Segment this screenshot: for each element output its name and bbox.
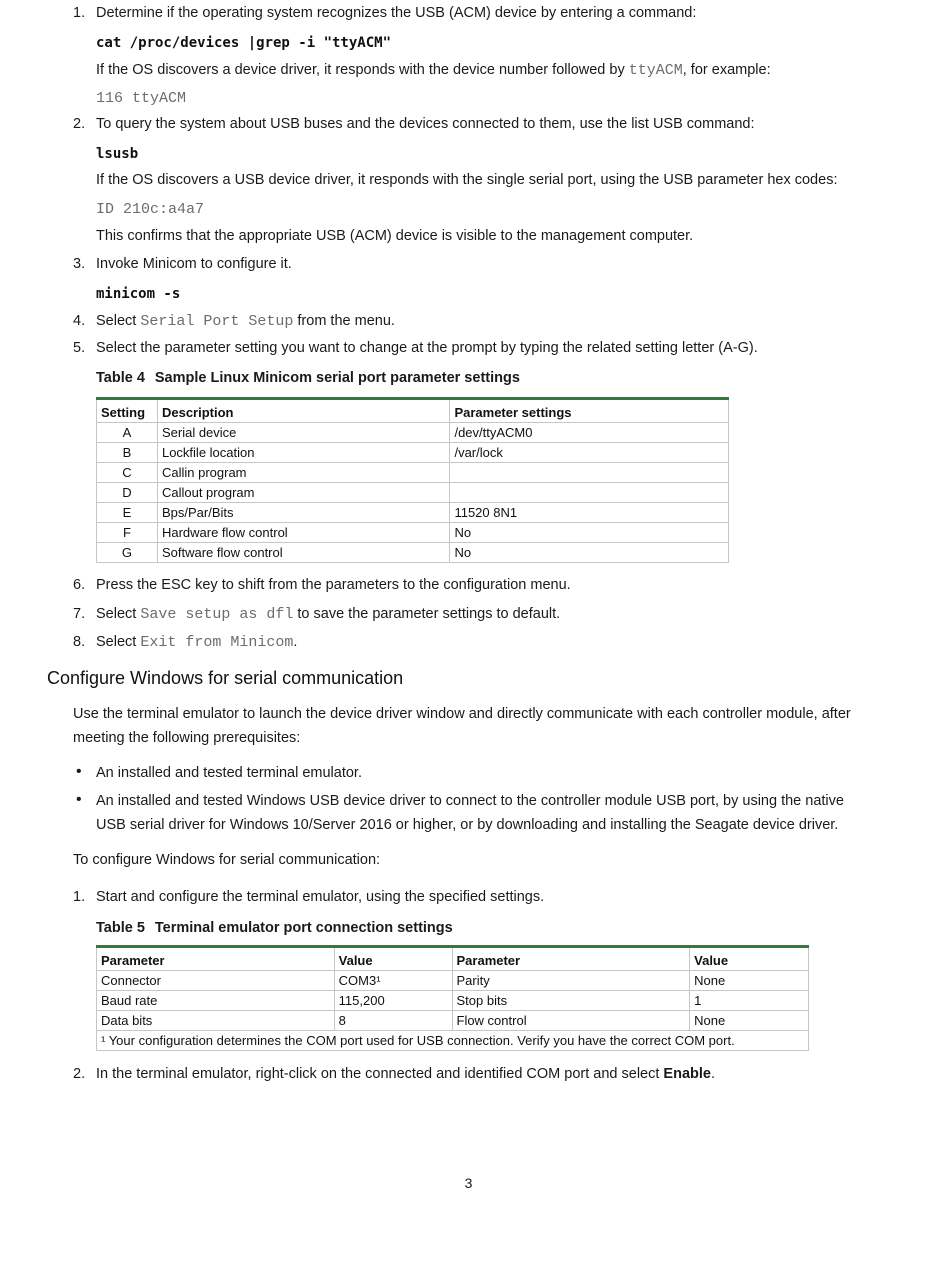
bullet-item: An installed and tested terminal emulator. [96,765,362,781]
table-terminal-settings [96,945,809,1051]
step-number: 3. [73,256,86,272]
table-cell: Data bits [97,1011,335,1031]
step-text: Invoke Minicom to configure it. [96,256,292,272]
step-text: Press the ESC key to shift from the parameters to the configuration menu. [96,577,571,593]
table-row [97,971,809,991]
command-line: minicom -s [96,286,181,302]
step-text-part: . [293,634,298,650]
note-text: , for example: [682,62,771,78]
column-header: Value [690,947,809,971]
table-footnote-row [97,1031,809,1051]
step-note: If the OS discovers a USB device driver, it responds with the single serial port, using the USB parameter hex codes: [96,172,838,188]
bullet-marker: • [76,791,82,808]
table-header-row [97,947,809,971]
table-cell [450,463,729,483]
page-number: 3 [464,1175,473,1191]
step-text-part: Select [96,634,141,650]
table-cell: F [97,523,158,543]
output-example: 116 ttyACM [96,90,187,107]
table-cell: G [97,543,158,563]
table-cell: No [450,543,729,563]
table-cell: Stop bits [452,991,690,1011]
table-row [97,503,729,523]
step-text [96,634,297,651]
table-label: Table 4 [96,370,145,386]
menu-item-code: Save setup as dfl [140,606,294,623]
table-cell: /dev/ttyACM0 [450,423,729,443]
column-header: Value [334,947,452,971]
table-cell: Connector [97,971,335,991]
table-cell: D [97,483,158,503]
step-text: To query the system about USB buses and the devices connected to them, use the list USB command: [96,116,755,132]
output-example: ID 210c:a4a7 [96,201,205,218]
table-cell: Serial device [157,423,449,443]
step-text: Select the parameter setting you want to change at the prompt by typing the related setting letter (A-G). [96,340,758,356]
step-number: 6. [73,577,86,593]
step-number: 1. [73,5,86,21]
table-cell: Bps/Par/Bits [157,503,449,523]
command-line: cat /proc/devices |grep -i "ttyACM" [96,35,392,51]
table-label: Table 5 [96,920,145,936]
step-text-part: In the terminal emulator, right-click on the connected and identified COM port and select [96,1066,664,1082]
table-title: Terminal emulator port connection settings [154,920,453,936]
column-header: Description [157,399,449,423]
step-text-part: to save the parameter settings to default. [293,606,561,622]
table-cell: No [450,523,729,543]
ui-label-enable: Enable [663,1066,711,1082]
table-caption [96,920,453,936]
step-text: Determine if the operating system recognizes the USB (ACM) device by entering a command: [96,5,697,21]
table-row [97,1011,809,1031]
step-number: 5. [73,340,86,356]
table-caption [96,370,520,386]
table-cell: Baud rate [97,991,335,1011]
step-text [96,1066,715,1082]
step-text [96,606,560,623]
table-cell: 1 [690,991,809,1011]
table-minicom-settings [96,397,729,563]
step-number: 2. [73,116,86,132]
step-note [96,62,771,79]
table-cell: B [97,443,158,463]
table-footnote: ¹ Your configuration determines the COM port used for USB connection. Verify you have the correct COM port. [97,1031,809,1051]
column-header: Parameter [97,947,335,971]
table-cell: E [97,503,158,523]
table-cell: COM3¹ [334,971,452,991]
bullet-marker: • [76,763,82,780]
table-row [97,423,729,443]
table-cell: 115,200 [334,991,452,1011]
table-row [97,443,729,463]
lead-text: To configure Windows for serial communication: [73,852,381,868]
table-row [97,991,809,1011]
table-row [97,543,729,563]
table-title: Sample Linux Minicom serial port parameter settings [154,370,520,386]
table-cell: 8 [334,1011,452,1031]
column-header: Parameter [452,947,690,971]
menu-item-code: Exit from Minicom [140,634,294,651]
table-cell: Flow control [452,1011,690,1031]
step-text-part: Select [96,313,141,329]
note-text: If the OS discovers a device driver, it responds with the device number followed by [96,62,629,78]
table-cell [450,483,729,503]
step-number: 8. [73,634,86,650]
table-row [97,483,729,503]
step-text-part: from the menu. [293,313,395,329]
table-cell: None [690,1011,809,1031]
bullet-item: An installed and tested Windows USB device driver to connect to the controller module USB port, by using the native USB serial driver for Windows 10/Server 2016 or higher, or by downloading and installing the Seagate device driver. [96,793,844,833]
table-cell: Hardware flow control [157,523,449,543]
table-row [97,463,729,483]
step-text-part: . [710,1066,715,1082]
table-cell: /var/lock [450,443,729,463]
step-number: 4. [73,313,86,329]
step-text: Start and configure the terminal emulator, using the specified settings. [96,889,545,905]
step-number: 7. [73,606,86,622]
table-row [97,523,729,543]
table-cell: Callin program [157,463,449,483]
table-cell: 11520 8N1 [450,503,729,523]
table-header-row [97,399,729,423]
table-cell: Lockfile location [157,443,449,463]
table-cell: Parity [452,971,690,991]
step-number: 2. [73,1066,86,1082]
column-header: Setting [97,399,158,423]
step-text [96,313,395,330]
table-cell: C [97,463,158,483]
step-number: 1. [73,889,86,905]
table-cell: Callout program [157,483,449,503]
inline-code: ttyACM [628,62,683,79]
column-header: Parameter settings [450,399,729,423]
table-cell: A [97,423,158,443]
intro-paragraph: Use the terminal emulator to launch the device driver window and directly communicate with each controller module, after meeting the following prerequisites: [73,706,851,746]
step-note: This confirms that the appropriate USB (ACM) device is visible to the management computer. [96,228,694,244]
section-heading: Configure Windows for serial communication [47,668,404,688]
step-text-part: Select [96,606,141,622]
table-cell: Software flow control [157,543,449,563]
table-cell: None [690,971,809,991]
command-line: lsusb [96,146,139,162]
menu-item-code: Serial Port Setup [140,313,294,330]
